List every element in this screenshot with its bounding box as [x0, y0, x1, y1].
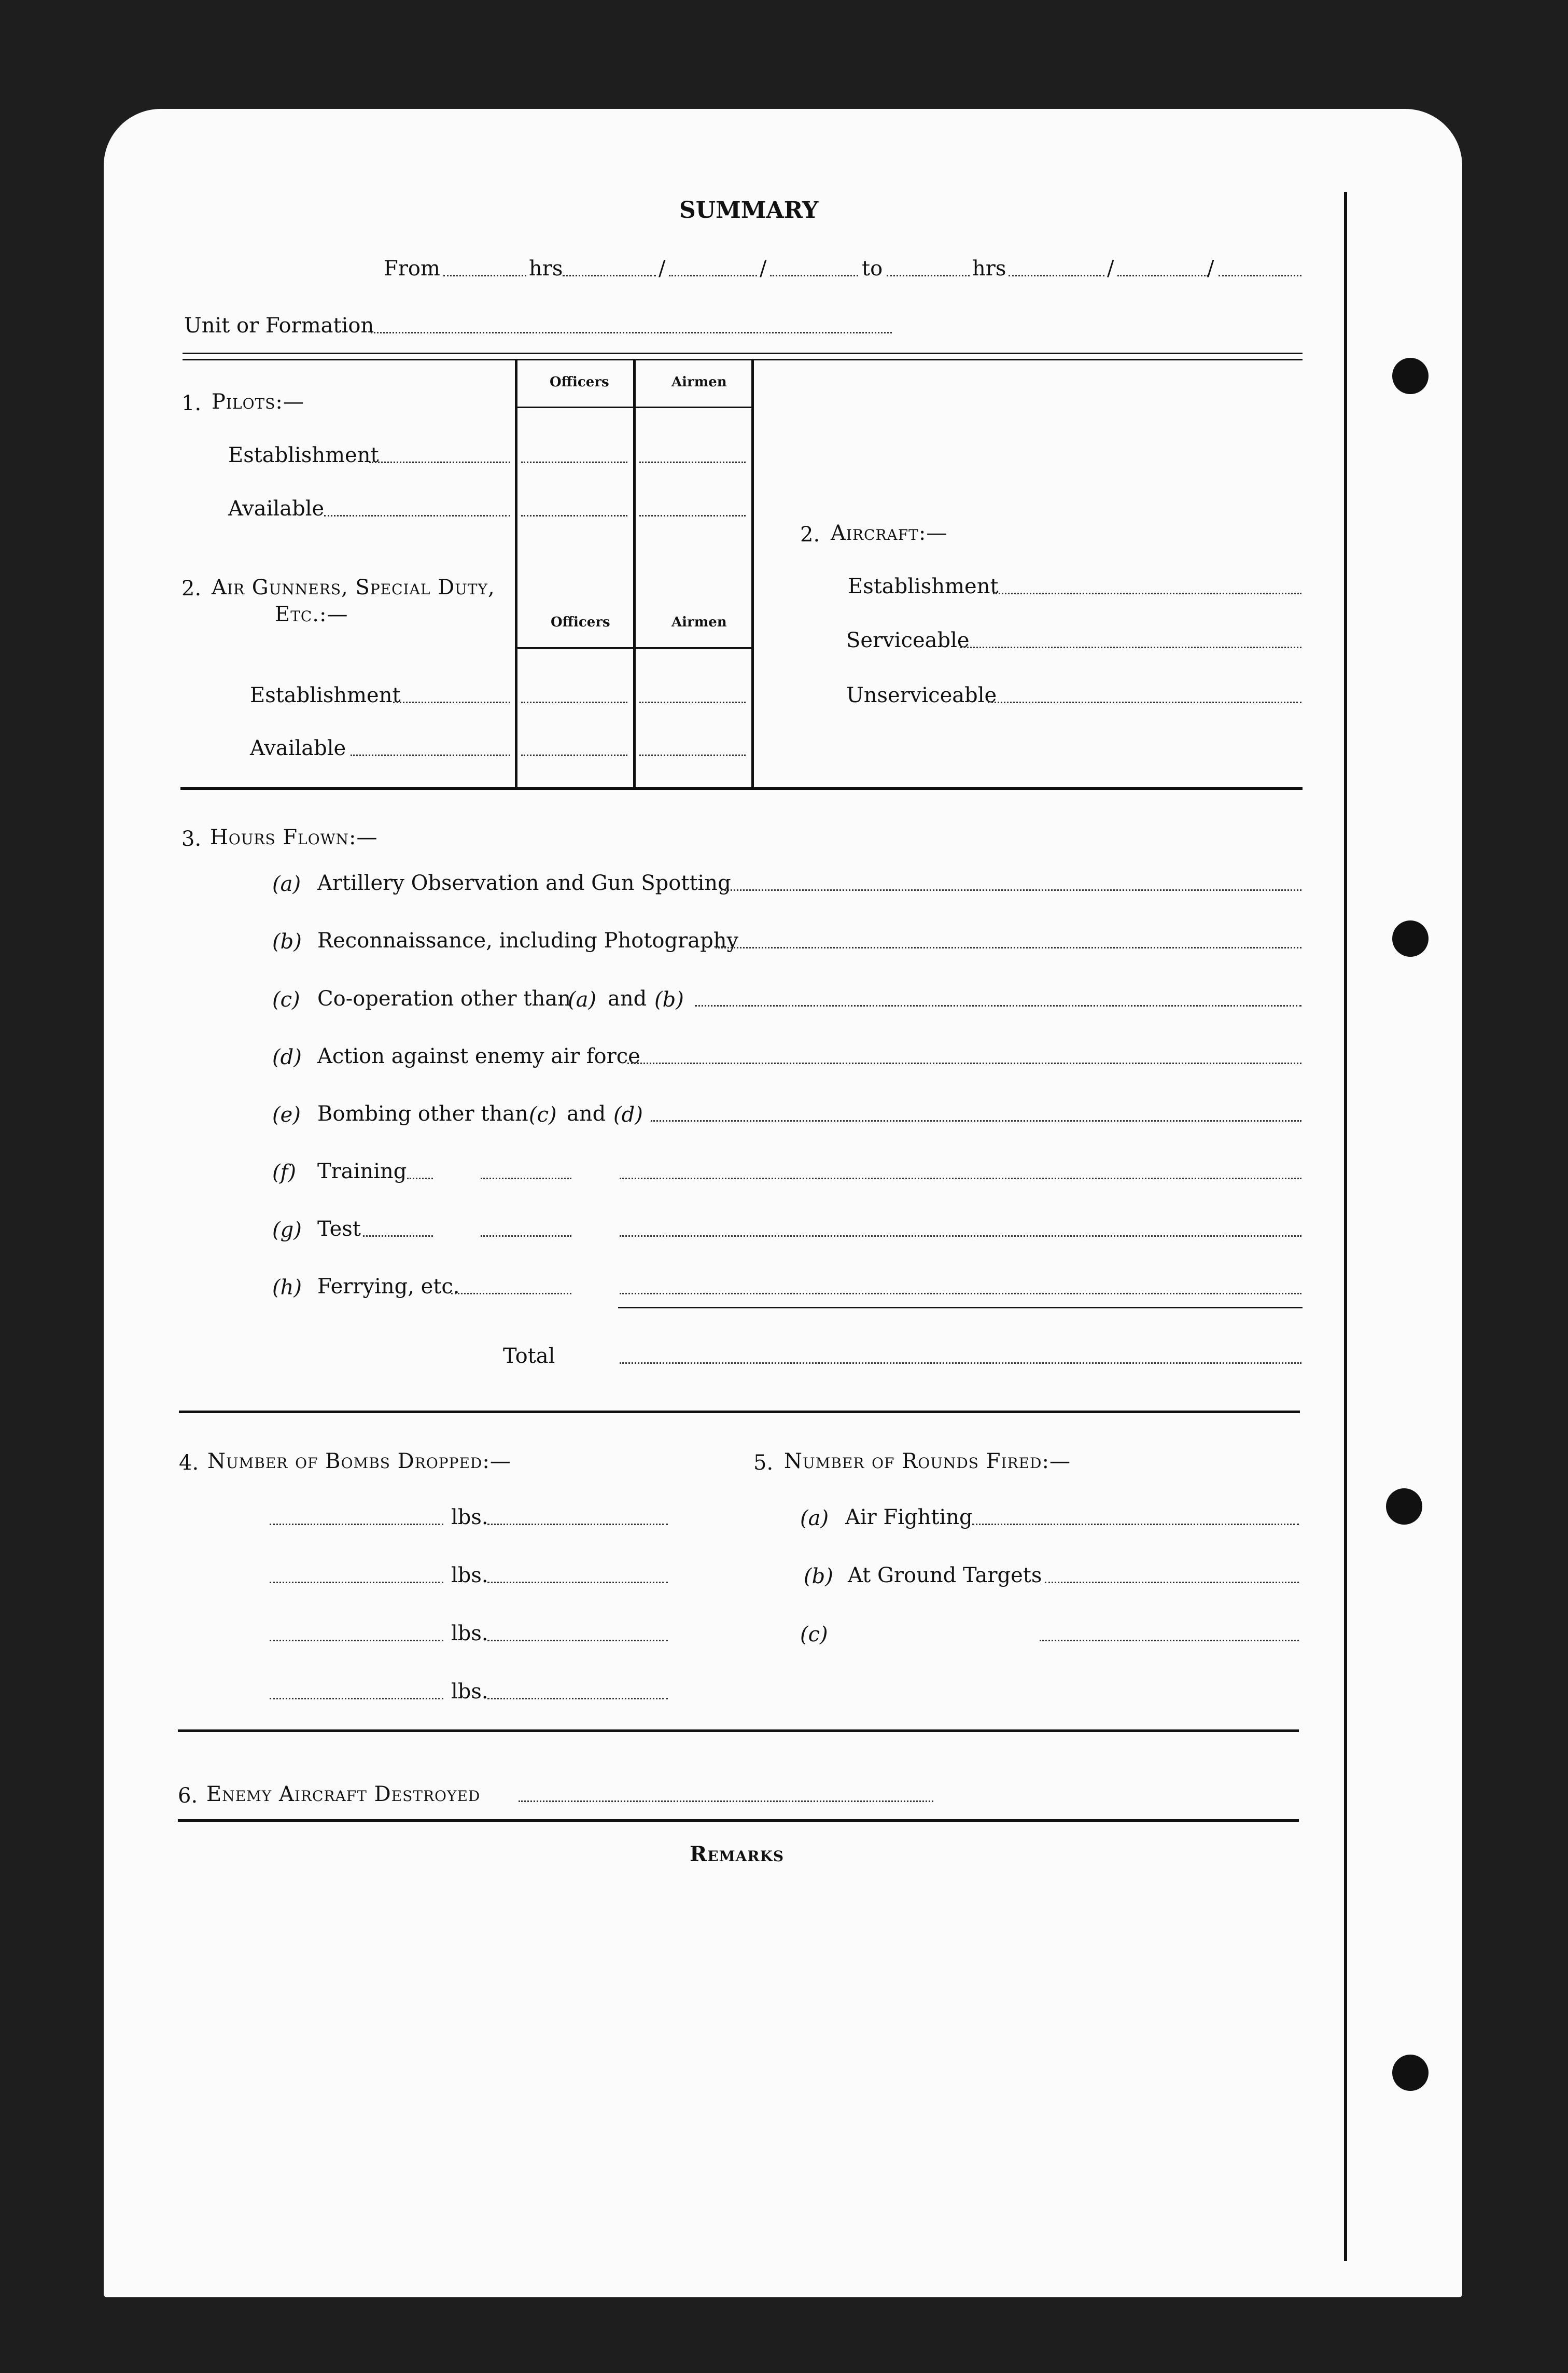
col-airmen: Airmen: [671, 615, 727, 630]
aircraft-establishment-field[interactable]: [993, 593, 1301, 594]
section-heading: Pilots:—: [212, 390, 304, 414]
margin-rule: [1344, 192, 1347, 2261]
sum-rule: [618, 1307, 1303, 1308]
item-label: Training: [317, 1160, 407, 1183]
rounds-c-field[interactable]: [1040, 1640, 1299, 1641]
unit-field[interactable]: [371, 332, 892, 333]
aircraft-serviceable-field[interactable]: [960, 647, 1301, 648]
divider: [178, 1729, 1299, 1732]
pilots-available-field[interactable]: [324, 515, 510, 517]
section-number: 6.: [178, 1784, 198, 1808]
punch-hole: [1392, 920, 1429, 957]
section-number: 5.: [753, 1451, 774, 1475]
bombs-weight-field[interactable]: [487, 1640, 668, 1641]
hours-g-sub[interactable]: [363, 1235, 433, 1237]
item-label: Reconnaissance, including Photography: [317, 929, 739, 953]
slash: /: [659, 257, 666, 281]
row-label: Available: [250, 736, 346, 760]
divider: [178, 1819, 1299, 1822]
hours-e-field[interactable]: [651, 1120, 1301, 1122]
col-officers: Officers: [550, 374, 609, 390]
gunners-establishment-airmen[interactable]: [639, 702, 746, 703]
bombs-qty-field[interactable]: [270, 1640, 443, 1641]
item-label: Action against enemy air force: [317, 1044, 640, 1068]
item-letter: (b): [272, 930, 302, 954]
item-label: At Ground Targets: [848, 1564, 1042, 1587]
unit-label: Unit or Formation: [184, 314, 374, 338]
row-label: Serviceable: [846, 629, 970, 652]
from-month-field[interactable]: [669, 275, 757, 276]
item-letter: (a): [800, 1506, 829, 1530]
gunners-establishment-field[interactable]: [393, 702, 510, 703]
item-label: Air Fighting: [845, 1505, 973, 1529]
hours-d-field[interactable]: [627, 1063, 1301, 1064]
remarks-heading: Remarks: [690, 1842, 785, 1866]
hours-h-field[interactable]: [620, 1293, 1301, 1294]
table-rule: [633, 360, 636, 788]
pilots-available-airmen[interactable]: [639, 515, 746, 517]
section-number: 3.: [181, 827, 202, 851]
item-letter: (c): [800, 1623, 828, 1646]
to-field[interactable]: [887, 275, 970, 276]
slash: /: [1207, 257, 1214, 281]
item-ref: (d): [613, 1103, 643, 1127]
row-label: Available: [228, 497, 325, 521]
pilots-establishment-officers[interactable]: [521, 462, 627, 463]
to-month-field[interactable]: [1117, 275, 1208, 276]
slash: /: [760, 257, 767, 281]
section-heading: Hours Flown:—: [210, 826, 378, 849]
to-label: to: [862, 257, 883, 281]
row-label: Establishment: [848, 575, 999, 598]
item-and: and: [608, 987, 647, 1011]
col-officers: Officers: [551, 615, 610, 630]
section-number: 2.: [181, 577, 202, 601]
hrs-label: hrs: [972, 257, 1006, 281]
divider: [183, 353, 1303, 354]
divider: [183, 359, 1303, 360]
item-and: and: [567, 1102, 606, 1126]
section-heading: Aircraft:—: [831, 521, 948, 545]
row-label: Establishment: [228, 443, 379, 467]
bombs-weight-field[interactable]: [487, 1524, 668, 1525]
lbs-label: lbs.: [451, 1680, 488, 1704]
pilots-establishment-field[interactable]: [369, 462, 510, 463]
punch-hole: [1392, 358, 1429, 394]
hours-f-sub[interactable]: [481, 1178, 571, 1179]
item-label: Bombing other than: [317, 1102, 528, 1126]
bombs-qty-field[interactable]: [270, 1582, 443, 1583]
item-letter: (h): [272, 1276, 302, 1300]
punch-hole: [1386, 1488, 1422, 1525]
hours-f-sub[interactable]: [407, 1178, 433, 1179]
item-label: Test: [317, 1217, 361, 1241]
item-letter: (c): [272, 988, 300, 1012]
hours-g-sub[interactable]: [481, 1235, 571, 1237]
header-rule: [516, 407, 752, 408]
section-heading: Enemy Aircraft Destroyed: [206, 1782, 481, 1806]
from-year-field[interactable]: [770, 275, 858, 276]
table-rule: [515, 360, 517, 788]
section-heading: Etc.:—: [275, 603, 348, 626]
enemy-destroyed-field[interactable]: [519, 1800, 933, 1802]
divider: [179, 1411, 1300, 1413]
from-field[interactable]: [443, 275, 526, 276]
page-title: SUMMARY: [679, 197, 819, 224]
item-letter: (a): [272, 872, 301, 896]
section-heading: Number of Bombs Dropped:—: [207, 1449, 511, 1473]
bombs-qty-field[interactable]: [270, 1524, 443, 1525]
item-ref: (b): [654, 988, 684, 1012]
section-number: 2.: [800, 523, 820, 547]
item-letter: (e): [272, 1103, 301, 1127]
lbs-label: lbs.: [451, 1564, 488, 1587]
aircraft-unserviceable-field[interactable]: [988, 702, 1301, 703]
item-ref: (a): [568, 988, 597, 1012]
divider: [180, 787, 1303, 790]
hours-h-sub[interactable]: [451, 1293, 571, 1294]
hours-f-field[interactable]: [620, 1178, 1301, 1179]
table-rule: [751, 360, 754, 788]
item-ref: (c): [529, 1103, 557, 1127]
row-label: Establishment: [250, 683, 401, 707]
section-heading: Air Gunners, Special Duty,: [212, 576, 495, 599]
row-label: Unserviceable: [846, 683, 997, 707]
item-letter: (g): [272, 1218, 302, 1242]
rounds-b-field[interactable]: [1045, 1582, 1299, 1583]
punch-hole: [1392, 2055, 1429, 2091]
hours-a-field[interactable]: [721, 889, 1301, 891]
gunners-establishment-officers[interactable]: [521, 702, 627, 703]
hours-c-field[interactable]: [695, 1005, 1301, 1007]
bombs-weight-field[interactable]: [487, 1582, 668, 1583]
bombs-weight-field[interactable]: [487, 1698, 668, 1699]
to-year-field[interactable]: [1219, 275, 1301, 276]
item-letter: (d): [272, 1045, 302, 1069]
slash: /: [1107, 257, 1114, 281]
lbs-label: lbs.: [451, 1622, 488, 1645]
item-letter: (b): [804, 1565, 833, 1588]
remarks-area[interactable]: [179, 1877, 1299, 2261]
item-letter: (f): [272, 1161, 297, 1184]
to-hrs-field[interactable]: [1009, 275, 1104, 276]
pilots-available-officers[interactable]: [521, 515, 627, 517]
from-hrs-field[interactable]: [563, 275, 656, 276]
gunners-available-officers[interactable]: [521, 755, 627, 756]
item-label: Artillery Observation and Gun Spotting: [317, 871, 731, 895]
rounds-a-field[interactable]: [972, 1524, 1299, 1525]
gunners-available-airmen[interactable]: [639, 755, 746, 756]
bombs-qty-field[interactable]: [270, 1698, 443, 1699]
section-number: 1.: [181, 392, 202, 415]
gunners-available-field[interactable]: [351, 755, 510, 756]
header-rule: [516, 647, 752, 649]
pilots-establishment-airmen[interactable]: [639, 462, 746, 463]
from-label: From: [384, 257, 440, 281]
hours-total-field[interactable]: [620, 1362, 1301, 1364]
section-number: 4.: [179, 1451, 199, 1475]
lbs-label: lbs.: [451, 1505, 488, 1529]
hours-g-field[interactable]: [620, 1235, 1301, 1237]
section-heading: Number of Rounds Fired:—: [784, 1449, 1071, 1473]
total-label: Total: [503, 1344, 555, 1368]
item-label: Co-operation other than: [317, 987, 571, 1011]
hours-b-field[interactable]: [716, 947, 1301, 948]
hrs-label: hrs: [529, 257, 563, 281]
col-airmen: Airmen: [671, 374, 727, 390]
item-label: Ferrying, etc.: [317, 1275, 460, 1299]
